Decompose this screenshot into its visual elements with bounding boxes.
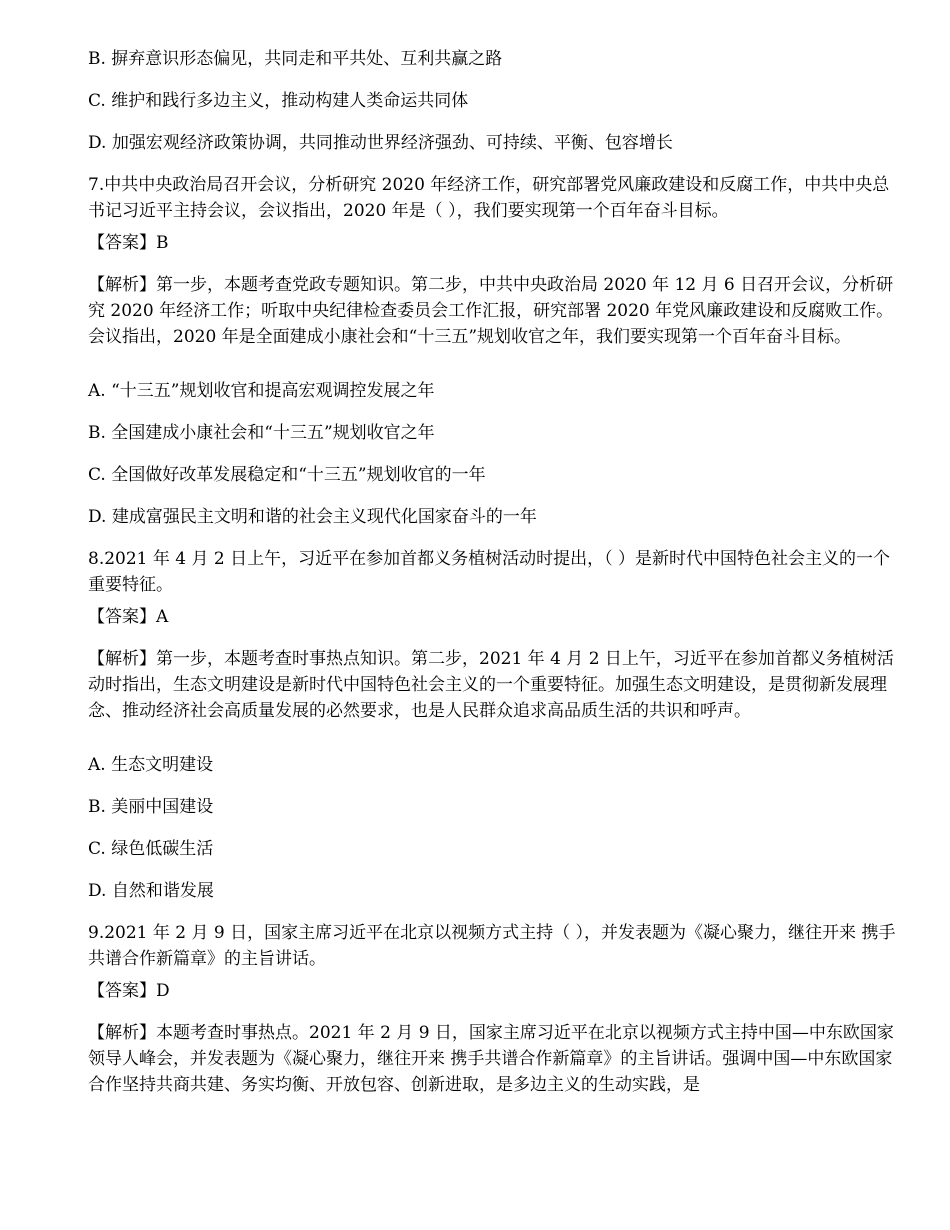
answer: 【答案】B [88, 233, 169, 253]
document-page [88, 46, 906, 1126]
analysis: 【解析】本题考查时事热点。2021 年 2 月 9 日，国家主席习近平在北京以视频方式主持中国—中东欧国家领导人峰会，并发表题为《凝心聚力，继往开来 携手共谱合作新篇章》的主旨讲话。强调中国—中东欧国家合作坚持共商共建、务实均衡、开放包容、创新进取，是多边主义的生动实践，是 [88, 1023, 894, 1095]
question-6-tail [88, 46, 906, 156]
option-d: D. 加强宏观经济政策协调，共同推动世界经济强劲、可持续、平衡、包容增长 [88, 133, 673, 153]
option-b: B. 美丽中国建设 [88, 797, 214, 817]
option-d: D. 自然和谐发展 [88, 881, 214, 901]
option-c: C. 维护和践行多边主义，推动构建人类命运共同体 [88, 91, 469, 111]
option-d: D. 建成富强民主文明和谐的社会主义现代化国家奋斗的一年 [88, 507, 537, 527]
answer: 【答案】D [88, 981, 170, 1001]
option-a: A. “十三五”规划收官和提高宏观调控发展之年 [88, 381, 435, 401]
analysis: 【解析】第一步，本题考查党政专题知识。第二步，中共中央政治局 2020 年 12 月 6 日召开会议，分析研究 2020 年经济工作；听取中央纪律检查委员会工作汇报，研究部署 2020 年党风廉政建设和反腐败工作。会议指出，2020 年是全面建成小康社会和“十三五”规划收官之年，我们要实现第一个百年奋斗目标。 [88, 275, 894, 347]
question-text: 7.中共中央政治局召开会议，分析研究 2020 年经济工作，研究部署党风廉政建设和反腐工作，中共中央总书记习近平主持会议，会议指出，2020 年是（ ），我们要实现第一个百年奋斗目标。 [88, 175, 890, 221]
question-8 [88, 546, 906, 904]
option-a: A. 生态文明建设 [88, 755, 214, 775]
question-7 [88, 172, 906, 530]
question-text: 9.2021 年 2 月 9 日，国家主席习近平在北京以视频方式主持（ ），并发表题为《凝心聚力，继往开来 携手共谱合作新篇章》的主旨讲话。 [88, 923, 896, 969]
analysis: 【解析】第一步，本题考查时事热点知识。第二步，2021 年 4 月 2 日上午，习近平在参加首都义务植树活动时指出，生态文明建设是新时代中国特色社会主义的一个重要特征。加强生态文明建设，是贯彻新发展理念、推动经济社会高质量发展的必然要求，也是人民群众追求高品质生活的共识和呼声。 [88, 649, 894, 721]
option-b: B. 摒弃意识形态偏见，共同走和平共处、互利共赢之路 [88, 49, 503, 69]
question-9 [88, 920, 906, 1098]
question-text: 8.2021 年 4 月 2 日上午，习近平在参加首都义务植树活动时提出，（ ）是新时代中国特色社会主义的一个重要特征。 [88, 549, 891, 595]
answer: 【答案】A [88, 607, 169, 627]
option-b: B. 全国建成小康社会和“十三五”规划收官之年 [88, 423, 435, 443]
option-c: C. 全国做好改革发展稳定和“十三五”规划收官的一年 [88, 465, 486, 485]
option-c: C. 绿色低碳生活 [88, 839, 214, 859]
